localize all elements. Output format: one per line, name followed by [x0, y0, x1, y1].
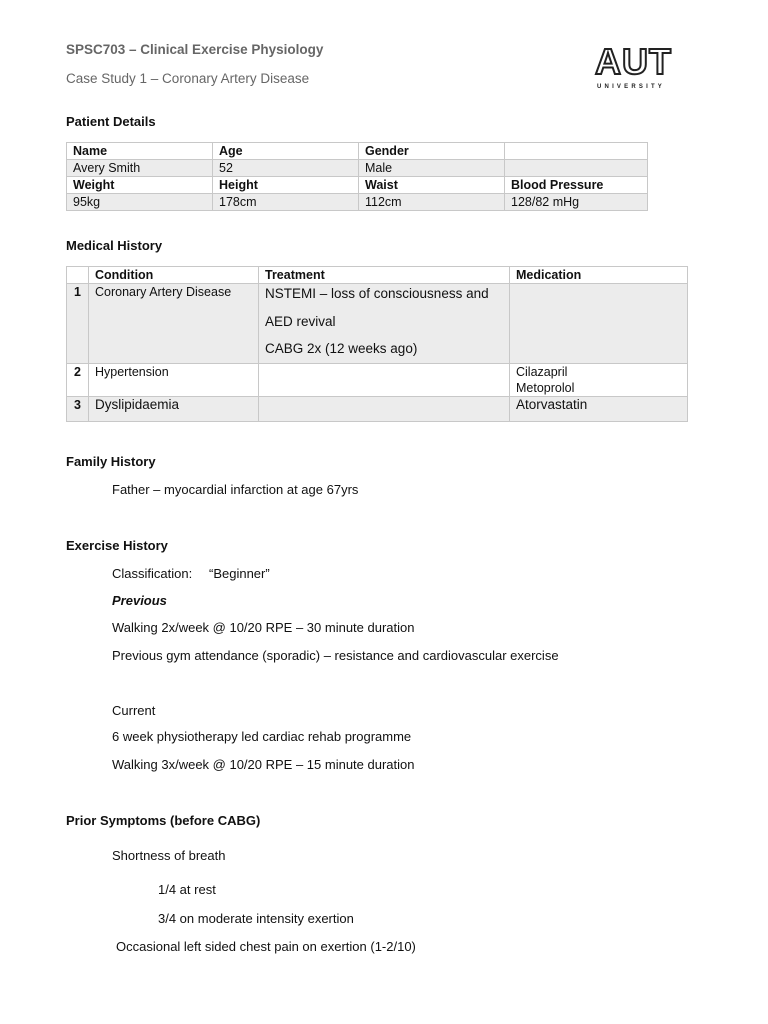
medication-cell: Atorvastatin [510, 397, 688, 422]
medical-history-heading: Medical History [66, 238, 163, 253]
table-row [67, 143, 648, 160]
logo-subtitle: UNIVERSITY [597, 84, 666, 90]
patient-details-heading: Patient Details [66, 114, 156, 129]
table-cell: Avery Smith [67, 160, 213, 177]
column-header: Treatment [259, 267, 510, 284]
list-item: 3/4 on moderate intensity exertion [158, 911, 354, 926]
table-cell: 128/82 mHg [505, 194, 648, 211]
table-cell: Weight [67, 177, 213, 194]
row-number: 2 [67, 364, 89, 397]
chest-pain-text: Occasional left sided chest pain on exertion (1-2/10) [116, 939, 416, 954]
list-item: 6 week physiotherapy led cardiac rehab programme [112, 729, 412, 744]
shortness-of-breath: Shortness of breath [112, 848, 226, 863]
medication-item: Cilazapril [516, 365, 568, 379]
treatment-cell [259, 284, 510, 364]
medication-item: Metoprolol [516, 381, 575, 395]
list-item: Walking 3x/week @ 10/20 RPE – 15 minute duration [112, 757, 415, 772]
table-row [67, 397, 688, 422]
row-number: 1 [67, 284, 89, 364]
column-header: Condition [89, 267, 259, 284]
current-label: Current [112, 703, 156, 718]
table-cell: Height [213, 177, 359, 194]
table-cell: 52 [213, 160, 359, 177]
condition-cell: Hypertension [89, 364, 259, 397]
classification-label: Classification: [112, 566, 193, 581]
patient-details-table [66, 142, 648, 211]
exercise-history-heading: Exercise History [66, 538, 168, 553]
classification-value: “Beginner” [209, 566, 270, 581]
condition-cell: Dyslipidaemia [89, 397, 259, 422]
list-item: Previous gym attendance (sporadic) – resistance and cardiovascular exercise [112, 648, 559, 663]
logo-wordmark: AUT [595, 41, 672, 82]
table-header-row [67, 267, 688, 284]
column-header [67, 267, 89, 284]
treatment-line: CABG 2x (12 weeks ago) [265, 341, 418, 356]
table-cell: 95kg [67, 194, 213, 211]
case-title: Case Study 1 – Coronary Artery Disease [66, 71, 310, 86]
medication-cell [510, 284, 688, 364]
table-cell: Waist [359, 177, 505, 194]
table-row [67, 177, 648, 194]
treatment-line: NSTEMI – loss of consciousness and [265, 286, 489, 301]
column-header: Medication [510, 267, 688, 284]
family-history-heading: Family History [66, 454, 156, 469]
row-number: 3 [67, 397, 89, 422]
list-item: 1/4 at rest [158, 882, 216, 897]
table-cell: Age [213, 143, 359, 160]
previous-label: Previous [112, 593, 167, 608]
family-history-text: Father – myocardial infarction at age 67yrs [112, 482, 359, 497]
table-cell: Name [67, 143, 213, 160]
treatment-cell [259, 364, 510, 397]
table-cell: Blood Pressure [505, 177, 648, 194]
prior-symptoms-heading: Prior Symptoms (before CABG) [66, 813, 261, 828]
table-row [67, 160, 648, 177]
table-row [67, 364, 688, 397]
course-title: SPSC703 – Clinical Exercise Physiology [66, 42, 324, 57]
table-row [67, 284, 688, 364]
university-logo [593, 41, 672, 92]
treatment-line: AED revival [265, 314, 336, 329]
medical-history-table [66, 266, 688, 422]
treatment-cell [259, 397, 510, 422]
table-row [67, 194, 648, 211]
table-cell: Male [359, 160, 505, 177]
table-cell: Gender [359, 143, 505, 160]
table-cell: 178cm [213, 194, 359, 211]
table-cell [505, 160, 648, 177]
table-cell: 112cm [359, 194, 505, 211]
medication-cell [510, 364, 688, 397]
condition-cell: Coronary Artery Disease [89, 284, 259, 364]
list-item: Walking 2x/week @ 10/20 RPE – 30 minute duration [112, 620, 415, 635]
table-cell [505, 143, 648, 160]
